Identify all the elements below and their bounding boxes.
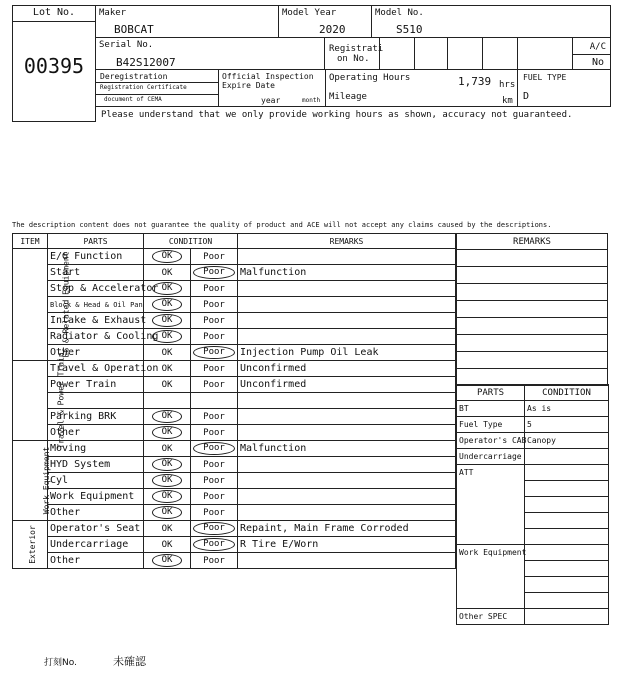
condition-poor (191, 457, 238, 473)
remark-text: Malfunction (238, 441, 456, 457)
part-name: Cyl (48, 473, 144, 489)
condition-poor (191, 313, 238, 329)
lot-label: Lot No. (32, 7, 76, 18)
remark-text (238, 297, 456, 313)
parts-condition: 5 (525, 417, 609, 433)
condition-poor (191, 441, 238, 457)
condition-ok-label: OK (161, 523, 173, 534)
condition-poor-label: Poor (203, 283, 225, 294)
inspection-row (13, 521, 456, 537)
ac-cell: A/C No (572, 37, 611, 70)
condition-ok-label: OK (152, 314, 183, 327)
parts-condition (525, 465, 609, 481)
condition-ok-label: OK (152, 250, 183, 263)
condition-poor-label: Poor (203, 379, 225, 390)
part-name: Intake & Exhaust (48, 313, 144, 329)
remark-text (238, 329, 456, 345)
condition-ok (144, 377, 191, 393)
condition-poor (191, 265, 238, 281)
part-name: Other (48, 345, 144, 361)
condition-poor-label: Poor (193, 538, 235, 551)
parts-section-label: Other SPEC (457, 609, 525, 625)
remark-text: Unconfirmed (238, 377, 456, 393)
part-name: Stop & Accelerator (48, 281, 144, 297)
remark-text (238, 553, 456, 569)
inspection-row (13, 377, 456, 393)
condition-ok-label: OK (152, 506, 183, 519)
condition-ok-label: OK (152, 426, 183, 439)
remark-text (238, 409, 456, 425)
inspection-row (13, 393, 456, 409)
inspection-row (13, 553, 456, 569)
item-group-label: EG & Related Equipment (61, 251, 71, 358)
parts-row (457, 465, 609, 481)
part-name: Power Train (48, 377, 144, 393)
inspection-row (13, 409, 456, 425)
condition-poor (191, 281, 238, 297)
condition-poor (191, 521, 238, 537)
inspection-row (13, 345, 456, 361)
deregistration-cell: Deregistration Registration Certificate document of CEMA (95, 69, 219, 107)
item-group-label: Travel & Power Train (56, 352, 66, 449)
footer-stamp-value: 未確認 (113, 655, 146, 668)
item-group-cell (13, 521, 48, 569)
inspection-row (13, 329, 456, 345)
condition-poor-label: Poor (203, 507, 225, 518)
remark-text (238, 457, 456, 473)
maker-cell: Maker BOBCAT (95, 5, 279, 38)
condition-poor-label: Poor (203, 475, 225, 486)
condition-poor (191, 297, 238, 313)
condition-ok (144, 409, 191, 425)
condition-poor (191, 473, 238, 489)
part-name: Travel & Operation (48, 361, 144, 377)
inspection-row (13, 537, 456, 553)
part-name: Start (48, 265, 144, 281)
official-inspection-cell: Official Inspection Expire Date year month (218, 69, 326, 107)
inspection-row (13, 297, 456, 313)
inspection-table: ITEM PARTS CONDITION REMARKS EG & Related Equipment E/G Function OK Poor Start OK Poor Malfunction Stop & Accelerator OK Poor Block & Head & Oil Pan OK Poor Intake & Exhaust OK Poor Radiator & Cooling OK Poor Other OK Poor Injection Pump Oil Leak Travel & Power Train Travel & Operation OK Poor Unconfirmed Power Train OK Poor Unconfirmed Parking BRK OK Poor Other OK Poor Work Equipment Moving OK Poor Malfunction HYD System OK Poor Cyl OK Poor Work Equipment OK Poor Other OK Poor Exterior Operator's Seat OK Poor Repaint, Main Frame Corroded Undercarriage OK Poor R Tire E/Worn Other OK Poor (12, 233, 456, 569)
model-year-value: 2020 (319, 23, 346, 36)
inspection-row (13, 441, 456, 457)
remark-text: Malfunction (238, 265, 456, 281)
inspection-row (13, 249, 456, 265)
condition-ok-label: OK (152, 490, 183, 503)
part-name: Work Equipment (48, 489, 144, 505)
condition-poor-label: Poor (203, 315, 225, 326)
inspection-row (13, 361, 456, 377)
part-name: Radiator & Cooling (48, 329, 144, 345)
condition-poor-label: Poor (203, 331, 225, 342)
item-group-cell (13, 441, 52, 521)
inspection-row (13, 457, 456, 473)
disclaimer: The description content does not guarantee the quality of product and ACE will not accept any claims caused by the descriptions. (12, 221, 552, 229)
condition-ok-label: OK (161, 267, 173, 278)
condition-ok-label: OK (161, 539, 173, 550)
condition-ok-label: OK (152, 410, 183, 423)
condition-poor-label: Poor (203, 555, 225, 566)
part-name: E/G Function (48, 249, 144, 265)
part-name: Other (48, 505, 144, 521)
lot-box (12, 5, 96, 122)
condition-poor-label: Poor (203, 427, 225, 438)
model-no-cell: Model No. S510 (371, 5, 611, 38)
inspection-row (13, 473, 456, 489)
condition-poor (191, 537, 238, 553)
condition-ok-label: OK (152, 458, 183, 471)
condition-ok (144, 313, 191, 329)
parts-row (457, 433, 609, 449)
remark-text (238, 313, 456, 329)
part-name: HYD System (48, 457, 144, 473)
part-name: Other (48, 425, 144, 441)
condition-poor-label: Poor (203, 299, 225, 310)
condition-ok (144, 345, 191, 361)
inspection-row (13, 489, 456, 505)
parts-condition: As is (525, 401, 609, 417)
condition-ok (144, 553, 191, 569)
serial-value: B42S12007 (116, 56, 176, 69)
lot-number: 00395 (23, 54, 85, 78)
condition-poor (191, 329, 238, 345)
operating-hours-cell: Operating Hours 1,739 hrs Mileage km (325, 69, 518, 107)
condition-ok (144, 457, 191, 473)
part-name: Operator's Seat (48, 521, 144, 537)
serial-cell: Serial No. B42S12007 (95, 37, 325, 70)
condition-ok (144, 505, 191, 521)
remark-text (238, 425, 456, 441)
condition-poor (191, 425, 238, 441)
condition-poor (191, 249, 238, 265)
remark-text: R Tire E/Worn (238, 537, 456, 553)
condition-ok (144, 441, 191, 457)
parts-part: Fuel Type (457, 417, 525, 433)
parts-row (457, 449, 609, 465)
condition-poor (191, 393, 238, 409)
parts-part: BT (457, 401, 525, 417)
remark-text (238, 249, 456, 265)
remark-text (238, 281, 456, 297)
condition-poor (191, 361, 238, 377)
parts-part: ATT (457, 465, 525, 481)
condition-poor-label: Poor (203, 363, 225, 374)
remark-text (238, 473, 456, 489)
model-no-value: S510 (396, 23, 423, 36)
parts-row (457, 401, 609, 417)
model-year-cell: Model Year 2020 (278, 5, 372, 38)
inspection-row (13, 425, 456, 441)
parts-section-label: Work Equipment (457, 545, 525, 561)
remark-text: Injection Pump Oil Leak (238, 345, 456, 361)
parts-condition-table: PARTS CONDITION BT As is Fuel Type 5 Operator's CAB Canopy Undercarriage ATT Work Equipment Other SPEC (456, 384, 609, 625)
condition-poor-label: Poor (203, 491, 225, 502)
condition-poor-label: Poor (193, 266, 235, 279)
item-group-label: Exterior (27, 525, 37, 564)
fuel-type-value: D (523, 91, 530, 102)
condition-ok (144, 521, 191, 537)
condition-ok-label: OK (152, 298, 183, 311)
condition-ok (144, 473, 191, 489)
condition-ok-label: OK (161, 379, 173, 390)
part-name: Block & Head & Oil Pan (48, 297, 144, 313)
side-remarks-table: REMARKS (456, 233, 608, 386)
parts-part: Operator's CAB (457, 433, 525, 449)
condition-poor-label: Poor (203, 251, 225, 262)
condition-poor (191, 409, 238, 425)
condition-poor (191, 489, 238, 505)
ac-value: No (591, 57, 604, 68)
hours-note: Please understand that we only provide working hours as shown, accuracy not guaranteed. (101, 110, 573, 120)
remark-text: Unconfirmed (238, 361, 456, 377)
inspection-row (13, 313, 456, 329)
part-name: Undercarriage (48, 537, 144, 553)
condition-ok-label: OK (152, 282, 183, 295)
condition-ok-label: OK (161, 443, 173, 454)
condition-poor-label: Poor (193, 522, 235, 535)
condition-ok (144, 393, 191, 409)
condition-poor (191, 553, 238, 569)
part-name: Other (48, 553, 144, 569)
condition-poor-label: Poor (203, 459, 225, 470)
registration-cell: Registrati on No. (324, 37, 380, 70)
condition-ok-label: OK (152, 554, 183, 567)
condition-poor (191, 345, 238, 361)
inspection-row (13, 505, 456, 521)
part-name: Moving (48, 441, 144, 457)
parts-part: Undercarriage (457, 449, 525, 465)
condition-ok (144, 489, 191, 505)
condition-ok-label: OK (161, 363, 173, 374)
inspection-row (13, 281, 456, 297)
fuel-type-cell: FUEL TYPE D (517, 69, 611, 107)
parts-row (457, 417, 609, 433)
remark-text (238, 505, 456, 521)
condition-ok-label: OK (152, 474, 183, 487)
inspection-row (13, 265, 456, 281)
condition-ok-label: OK (161, 347, 173, 358)
condition-poor-label: Poor (193, 346, 235, 359)
condition-ok (144, 425, 191, 441)
condition-ok (144, 537, 191, 553)
condition-poor-label: Poor (193, 442, 235, 455)
condition-ok (144, 265, 191, 281)
footer-stamp-label: 打刻No. (44, 658, 77, 668)
operating-hours-value: 1,739 (458, 75, 492, 88)
remark-text (238, 489, 456, 505)
condition-ok-label: OK (152, 330, 183, 343)
parts-condition: Canopy (525, 433, 609, 449)
remark-text: Repaint, Main Frame Corroded (238, 521, 456, 537)
part-name: Parking BRK (48, 409, 144, 425)
parts-condition (525, 449, 609, 465)
condition-poor-label: Poor (203, 411, 225, 422)
condition-ok (144, 297, 191, 313)
condition-poor (191, 377, 238, 393)
condition-poor (191, 505, 238, 521)
remark-text (238, 393, 456, 409)
item-group-label: Work Equipment (42, 446, 52, 515)
maker-value: BOBCAT (114, 23, 154, 36)
condition-ok (144, 249, 191, 265)
